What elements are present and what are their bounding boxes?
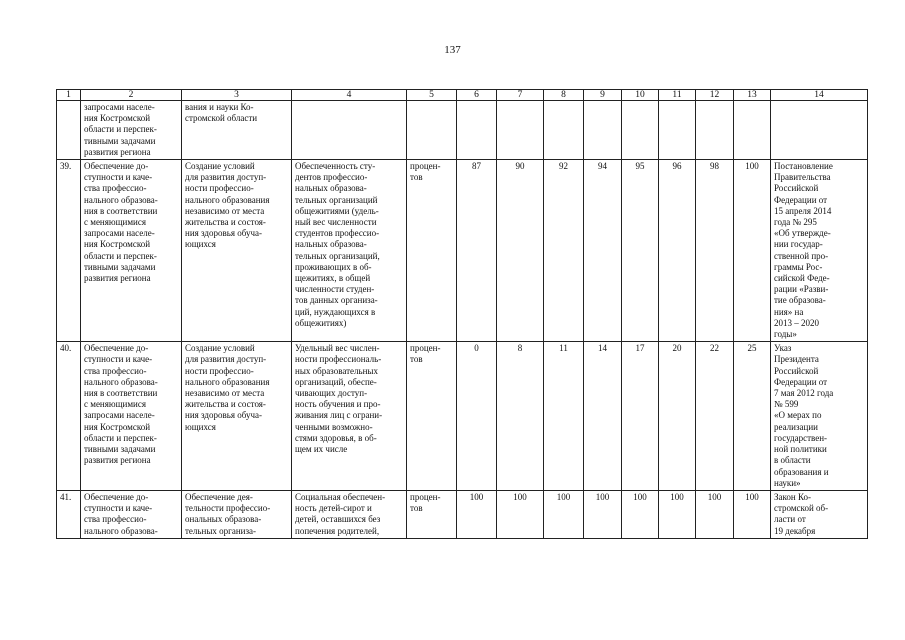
continuation-row (57, 101, 868, 160)
source-cell: Указ Президента Российской Федерации от 7 мая 2012 года № 599 «О мерах по реализации государствен- ной политики в области образования и науки» (771, 342, 868, 491)
value-cell: 100 (622, 490, 659, 538)
source-cell: Постановление Правительства Российской Федерации от 15 апреля 2014 года № 295 «Об утвержде- нии государ- ственной про- граммы Рос- сийской Феде- рации «Разви- тие образова- ния» на 2013 – 2020 годы» (771, 160, 868, 342)
value-cell: 100 (584, 490, 622, 538)
value-cell: 22 (696, 342, 734, 491)
column-number: 12 (696, 90, 734, 101)
value-cell: 98 (696, 160, 734, 342)
column-number-row (57, 90, 868, 101)
task-cell: Обеспечение дея- тельности профессио- ональных образова- тельных организа- (182, 490, 292, 538)
unit-cell: процен- тов (407, 490, 457, 538)
value-cell: 20 (659, 342, 696, 491)
value-cell: 100 (659, 490, 696, 538)
value-cell: 96 (659, 160, 696, 342)
row-number: 40. (57, 342, 81, 491)
value-cell: 100 (734, 160, 771, 342)
column-number: 5 (407, 90, 457, 101)
column-number: 3 (182, 90, 292, 101)
table-row (57, 342, 868, 491)
value-cell: 87 (457, 160, 497, 342)
indicator-cell: Обеспеченность сту- дентов профессио- нальных образова- тельных организаций общежитиями (удель- ный вес численности студентов профессио- нальных образова- тельных организаций, проживающих в об- щежитиях, в общей численности студен- тов данных организа- ций, нуждающихся в общежитиях) (292, 160, 407, 342)
value-cell: 17 (622, 342, 659, 491)
goal-cell: запросами населе- ния Костромской области и перспек- тивными задачами развития региона (81, 101, 182, 160)
indicators-table (56, 89, 868, 539)
column-number: 4 (292, 90, 407, 101)
table-row (57, 160, 868, 342)
column-number: 11 (659, 90, 696, 101)
value-cell: 100 (734, 490, 771, 538)
goal-cell: Обеспечение до- ступности и каче- ства профессио- нального образова- (81, 490, 182, 538)
value-cell: 25 (734, 342, 771, 491)
page-number: 137 (444, 44, 461, 56)
value-cell: 90 (497, 160, 544, 342)
source-cell: Закон Ко- стромской об- ласти от 19 декабря (771, 490, 868, 538)
value-cell: 100 (497, 490, 544, 538)
value-cell: 92 (544, 160, 584, 342)
value-cell: 8 (497, 342, 544, 491)
value-cell: 14 (584, 342, 622, 491)
unit-cell: процен- тов (407, 160, 457, 342)
column-number: 2 (81, 90, 182, 101)
column-number: 9 (584, 90, 622, 101)
task-cell: вания и науки Ко- стромской области (182, 101, 292, 160)
value-cell: 100 (696, 490, 734, 538)
value-cell: 100 (457, 490, 497, 538)
unit-cell: процен- тов (407, 342, 457, 491)
row-number: 41. (57, 490, 81, 538)
task-cell: Создание условий для развития доступ- ности профессио- нального образования независимо от места жительства и состоя- ния здоровья обуча- ющихся (182, 160, 292, 342)
value-cell: 95 (622, 160, 659, 342)
table-row (57, 490, 868, 538)
column-number: 14 (771, 90, 868, 101)
value-cell: 100 (544, 490, 584, 538)
goal-cell: Обеспечение до- ступности и каче- ства профессио- нального образова- ния в соответствии с меняющимися запросами населе- ния Костромской области и перспек- тивными задачами развития региона (81, 342, 182, 491)
column-number: 6 (457, 90, 497, 101)
row-number: 39. (57, 160, 81, 342)
column-number: 10 (622, 90, 659, 101)
value-cell: 0 (457, 342, 497, 491)
column-number: 8 (544, 90, 584, 101)
indicator-cell: Удельный вес числен- ности профессиональ- ных образовательных организаций, обеспе- чивающих доступ- ность обучения и про- живания лиц с ограни- ченными возможно- стями здоровья, в об- щем их числе (292, 342, 407, 491)
column-number: 7 (497, 90, 544, 101)
task-cell: Создание условий для развития доступ- ности профессио- нального образования независимо от места жительства и состоя- ния здоровья обуча- ющихся (182, 342, 292, 491)
indicator-cell: Социальная обеспечен- ность детей-сирот и детей, оставшихся без попечения родителей, (292, 490, 407, 538)
goal-cell: Обеспечение до- ступности и каче- ства профессио- нального образова- ния в соответствии с меняющимися запросами населе- ния Костромской области и перспек- тивными задачами развития региона (81, 160, 182, 342)
column-number: 13 (734, 90, 771, 101)
value-cell: 94 (584, 160, 622, 342)
column-number: 1 (57, 90, 81, 101)
value-cell: 11 (544, 342, 584, 491)
